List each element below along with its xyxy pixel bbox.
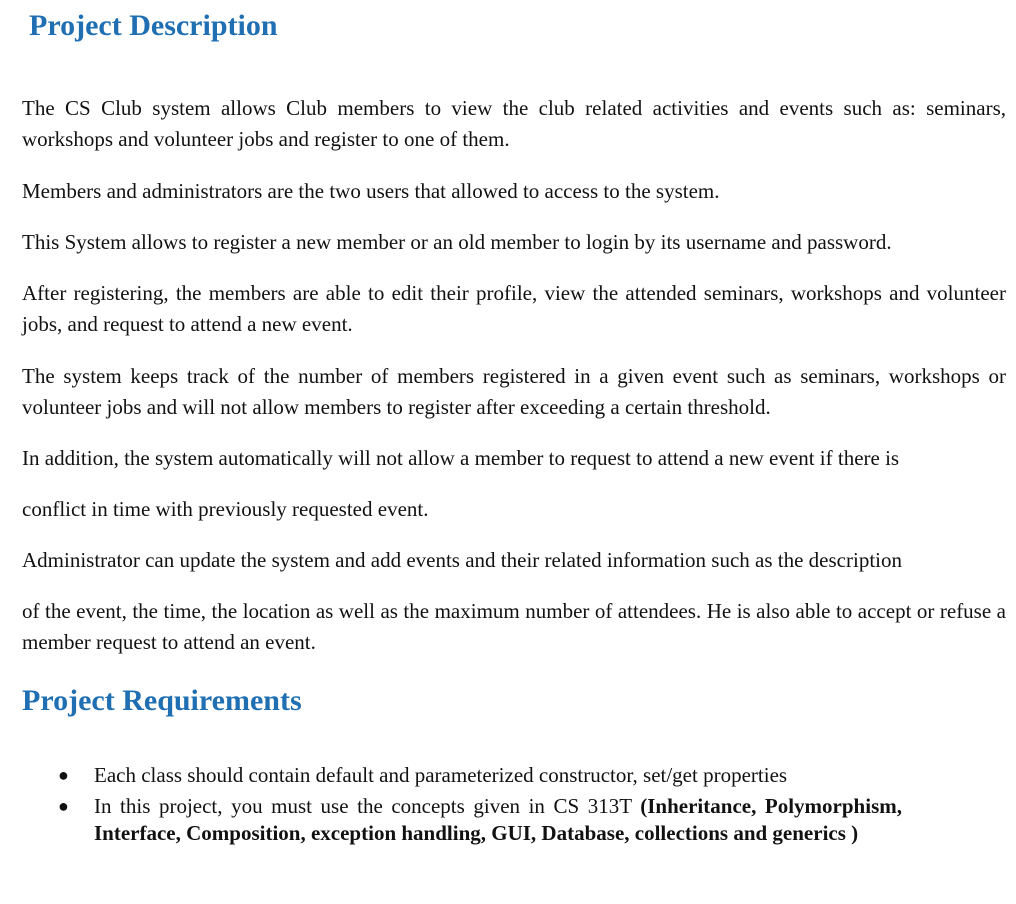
requirement-concepts: (Inheritance, Polymorphism, Interface, Composition, exception handling, GUI, Database, collections and generics ) (94, 794, 902, 845)
requirements-list (22, 762, 902, 851)
paragraph-users: Members and administrators are the two users that allowed to access to the system. (22, 179, 720, 203)
requirement-text: Each class should contain default and parameterized constructor, set/get properties (94, 763, 788, 787)
paragraph-conflict-line2: conflict in time with previously requested event. (22, 497, 429, 521)
paragraph-threshold: The system keeps track of the number of members registered in a given event such as seminars, workshops or volunteer jobs and will not allow members to register after exceeding a certain threshold. (22, 364, 1006, 419)
paragraph-conflict-line1: In addition, the system automatically will not allow a member to request to attend a new event if there is (22, 446, 900, 470)
paragraph-admin-line2: of the event, the time, the location as well as the maximum number of attendees. He is also able to accept or refuse a member request to attend an event. (22, 599, 1006, 654)
paragraph-member-features: After registering, the members are able to edit their profile, view the attended seminars, workshops and volunteer jobs, and request to attend a new event. (22, 281, 1006, 336)
bullet-icon: ● (58, 765, 69, 785)
bullet-icon: ● (58, 796, 69, 816)
paragraph-overview: The CS Club system allows Club members to view the club related activities and events such as: seminars, workshops and volunteer jobs and register to one of them. (22, 96, 1006, 151)
project-description-heading: Project Description (29, 9, 278, 42)
requirement-text: In this project, you must use the concepts given in CS 313T (94, 794, 641, 818)
requirement-item (22, 762, 902, 789)
paragraph-registration: This System allows to register a new member or an old member to login by its username and password. (22, 230, 892, 254)
requirement-item (22, 793, 902, 847)
project-requirements-heading: Project Requirements (22, 684, 302, 717)
paragraph-admin-line1: Administrator can update the system and add events and their related information such as the description (22, 548, 902, 572)
